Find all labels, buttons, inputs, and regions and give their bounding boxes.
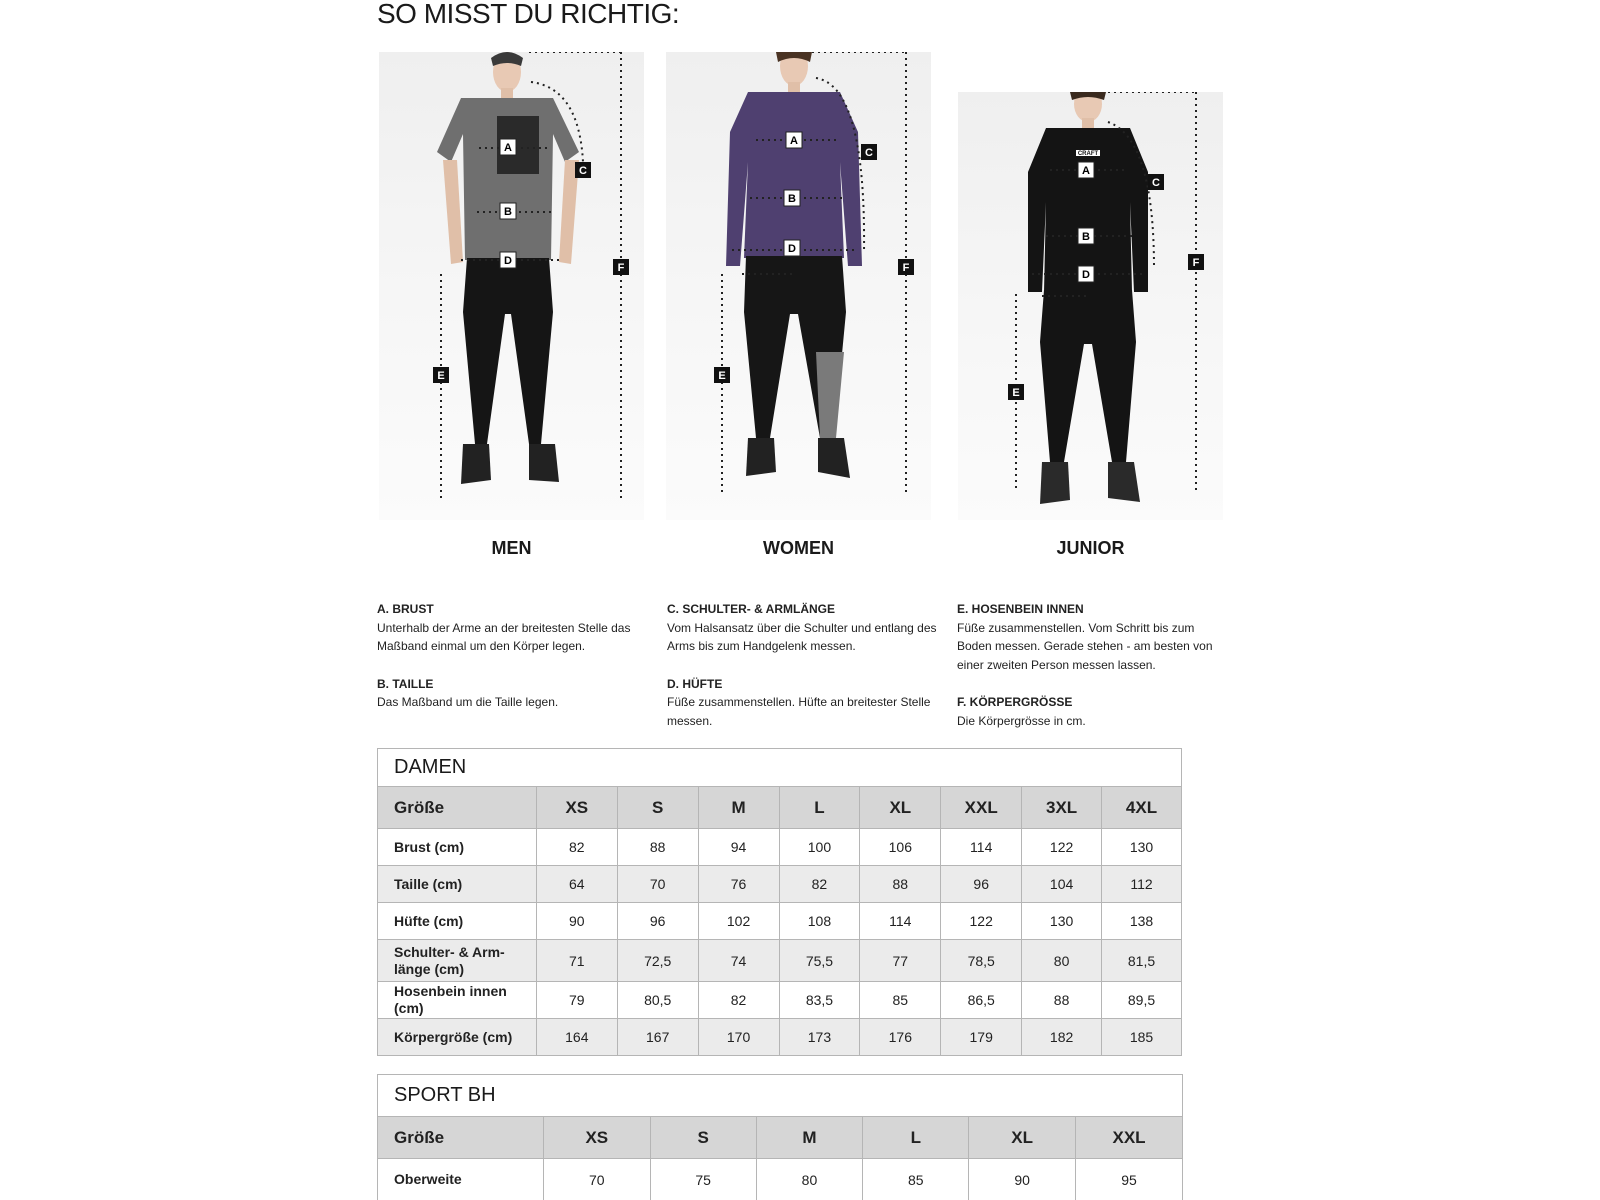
page-title: SO MISST DU RICHTIG: [377, 0, 680, 29]
header-cell: M [698, 787, 779, 829]
row-label: Hosenbein innen (cm) [378, 982, 537, 1019]
svg-text:E: E [718, 370, 726, 382]
description-schulter [667, 600, 939, 656]
svg-text:C: C [579, 165, 587, 177]
description-heading: C. SCHULTER- & ARMLÄNGE [667, 602, 835, 616]
table-cell: 64 [536, 866, 617, 903]
svg-text:A: A [504, 142, 512, 154]
description-column-2 [667, 600, 939, 749]
svg-text:B: B [504, 206, 512, 218]
svg-text:C: C [1152, 177, 1160, 189]
women-figure-image [666, 52, 931, 520]
table-cell: 71 [536, 940, 617, 982]
header-cell: XXL [1076, 1117, 1183, 1159]
description-heading: F. KÖRPERGRÖSSE [957, 695, 1073, 709]
table-cell: 108 [779, 903, 860, 940]
table-cell: 72,5 [617, 940, 698, 982]
description-text: Füße zusammenstellen. Vom Schritt bis zum Boden messen. Gerade stehen - am besten von einer zweiten Person messen lassen. [957, 620, 1213, 672]
description-column-3 [957, 600, 1229, 749]
header-cell: XS [536, 787, 617, 829]
row-label: Schulter- & Arm-länge (cm) [378, 940, 537, 982]
table-cell: 75,5 [779, 940, 860, 982]
header-cell: XXL [941, 787, 1022, 829]
men-figure-illustration [379, 52, 644, 520]
table-cell: 122 [1022, 829, 1102, 866]
header-cell: XS [543, 1117, 650, 1159]
table-cell: 85 [860, 982, 941, 1019]
table-cell: 185 [1102, 1019, 1182, 1056]
description-koerpergroesse [957, 693, 1229, 730]
description-text: Füße zusammenstellen. Hüfte an breitester Stelle messen. [667, 695, 931, 728]
women-figure-illustration [666, 52, 931, 520]
table-cell: 114 [941, 829, 1022, 866]
damen-header-row [378, 787, 1182, 829]
junior-label: JUNIOR [1056, 538, 1125, 558]
junior-shirt-logo: CRAFT [1077, 151, 1099, 157]
row-label: Hüfte (cm) [378, 903, 537, 940]
header-cell: S [650, 1117, 756, 1159]
table-cell: 81,5 [1102, 940, 1182, 982]
table-row [378, 829, 1182, 866]
table-cell: 86,5 [941, 982, 1022, 1019]
svg-text:F: F [902, 262, 910, 274]
header-cell: L [863, 1117, 969, 1159]
svg-text:D: D [504, 255, 512, 267]
description-heading: D. HÜFTE [667, 676, 723, 691]
table-cell: 90 [969, 1159, 1076, 1200]
men-label: MEN [491, 538, 532, 558]
description-text: Unterhalb der Arme an der breitesten Stelle das Maßband einmal um den Körper legen. [377, 620, 631, 653]
table-cell: 182 [1022, 1019, 1102, 1056]
table-cell: 76 [698, 866, 779, 903]
table-cell: 82 [698, 982, 779, 1019]
table-cell: 89,5 [1102, 982, 1182, 1019]
table-cell: 77 [860, 940, 941, 982]
junior-figure-illustration [958, 92, 1223, 520]
description-column-1 [377, 600, 649, 731]
description-text: Die Körpergrösse in cm. [957, 713, 1086, 728]
table-cell: 88 [617, 829, 698, 866]
table-cell: 74 [698, 940, 779, 982]
table-cell: 130 [1022, 903, 1102, 940]
header-cell: L [779, 787, 860, 829]
damen-table-title: DAMEN [378, 749, 1182, 787]
table-cell: 75 [650, 1159, 756, 1200]
row-label: Oberweite [378, 1159, 544, 1200]
table-cell: 112 [1102, 866, 1182, 903]
table-cell: 173 [779, 1019, 860, 1056]
table-cell: 70 [543, 1159, 650, 1200]
table-cell: 80 [756, 1159, 863, 1200]
table-cell: 114 [860, 903, 941, 940]
header-cell: 4XL [1102, 787, 1182, 829]
table-cell: 102 [698, 903, 779, 940]
description-text: Das Maßband um die Taille legen. [377, 695, 559, 709]
sport-bh-header-row [378, 1117, 1183, 1159]
svg-text:B: B [1082, 231, 1090, 243]
women-label: WOMEN [763, 538, 834, 558]
table-cell: 122 [941, 903, 1022, 940]
table-cell: 176 [860, 1019, 941, 1056]
description-text: Vom Halsansatz über die Schulter und entlang des Arms bis zum Handgelenk messen. [667, 620, 937, 653]
table-cell: 96 [941, 866, 1022, 903]
table-cell: 130 [1102, 829, 1182, 866]
header-cell: Größe [378, 787, 537, 829]
table-row [378, 1019, 1182, 1056]
table-cell: 106 [860, 829, 941, 866]
row-label: Taille (cm) [378, 866, 537, 903]
table-row [378, 866, 1182, 903]
header-cell: XL [969, 1117, 1076, 1159]
table-cell: 82 [779, 866, 860, 903]
header-cell: S [617, 787, 698, 829]
header-cell: XL [860, 787, 941, 829]
table-cell: 179 [941, 1019, 1022, 1056]
svg-text:E: E [437, 370, 445, 382]
svg-text:A: A [1082, 165, 1090, 177]
header-cell: M [756, 1117, 863, 1159]
description-huefte [667, 675, 939, 731]
table-cell: 90 [536, 903, 617, 940]
table-cell: 104 [1022, 866, 1102, 903]
table-cell: 70 [617, 866, 698, 903]
header-cell: 3XL [1022, 787, 1102, 829]
table-cell: 100 [779, 829, 860, 866]
header-cell: Größe [378, 1117, 544, 1159]
damen-size-table [377, 748, 1182, 1056]
table-cell: 79 [536, 982, 617, 1019]
men-figure-image [379, 52, 644, 520]
table-cell: 80,5 [617, 982, 698, 1019]
table-cell: 164 [536, 1019, 617, 1056]
description-heading: A. BRUST [377, 602, 434, 616]
table-cell: 94 [698, 829, 779, 866]
table-cell: 82 [536, 829, 617, 866]
table-cell: 138 [1102, 903, 1182, 940]
table-row [378, 1159, 1183, 1200]
women-silhouette [726, 52, 862, 478]
table-cell: 88 [860, 866, 941, 903]
sport-bh-size-table [377, 1074, 1183, 1200]
svg-text:C: C [865, 147, 873, 159]
table-row [378, 903, 1182, 940]
junior-figure-image [958, 92, 1223, 520]
svg-text:D: D [788, 243, 796, 255]
sport-bh-table-title: SPORT BH [378, 1075, 1183, 1117]
description-brust [377, 600, 649, 656]
table-cell: 95 [1076, 1159, 1183, 1200]
description-hosenbein [957, 600, 1229, 674]
table-cell: 83,5 [779, 982, 860, 1019]
description-taille [377, 675, 649, 712]
row-label: Brust (cm) [378, 829, 537, 866]
svg-text:F: F [617, 262, 625, 274]
junior-silhouette [1028, 92, 1148, 504]
table-cell: 78,5 [941, 940, 1022, 982]
description-heading: E. HOSENBEIN INNEN [957, 602, 1084, 616]
table-cell: 88 [1022, 982, 1102, 1019]
table-cell: 96 [617, 903, 698, 940]
table-row [378, 940, 1182, 982]
svg-text:D: D [1082, 269, 1090, 281]
svg-text:B: B [788, 193, 796, 205]
table-row [378, 982, 1182, 1019]
table-cell: 80 [1022, 940, 1102, 982]
svg-text:A: A [790, 135, 798, 147]
svg-text:E: E [1012, 387, 1020, 399]
description-heading: B. TAILLE [377, 676, 434, 691]
table-cell: 167 [617, 1019, 698, 1056]
row-label: Körpergröße (cm) [378, 1019, 537, 1056]
table-cell: 85 [863, 1159, 969, 1200]
table-cell: 170 [698, 1019, 779, 1056]
svg-text:F: F [1192, 257, 1200, 269]
